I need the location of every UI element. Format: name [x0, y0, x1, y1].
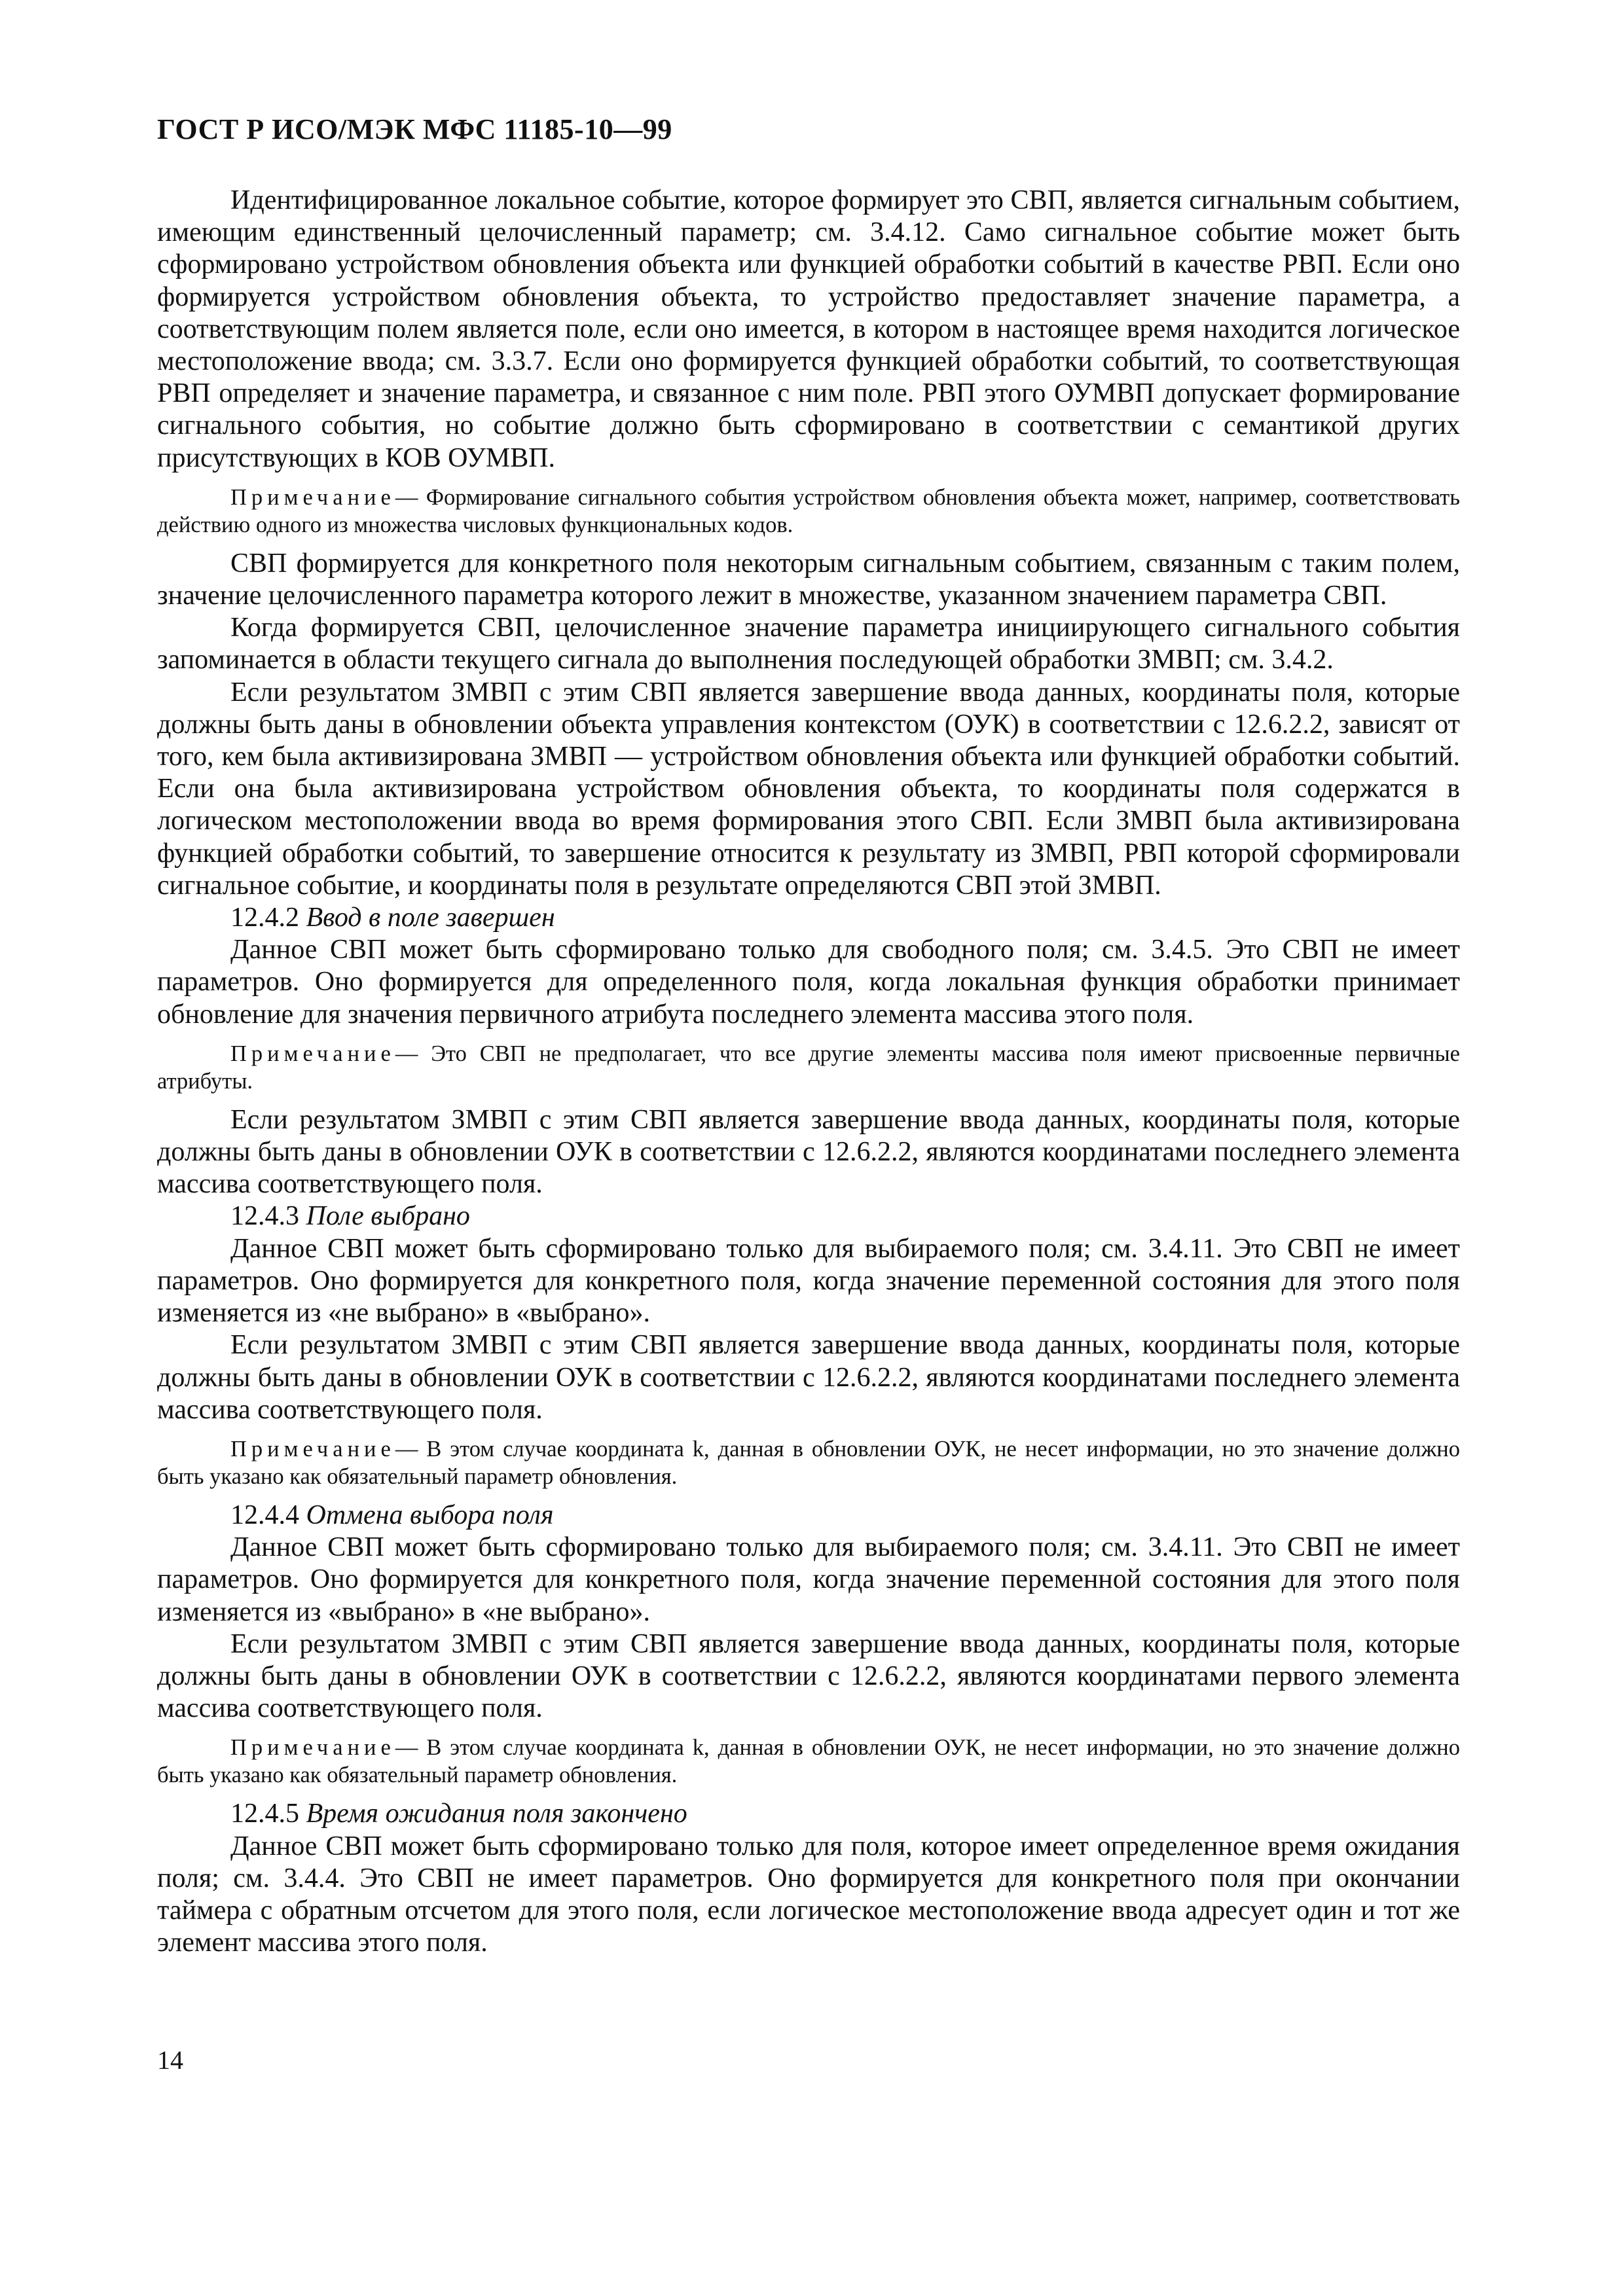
paragraph: Идентифицированное локальное событие, которое формирует это СВП, является сигнальным событием, имеющим единственный целочисленный параметр; см. 3.4.12. Само сигнальное событие может быть сформировано устройством обновления объекта или функцией обработки событий в качестве РВП. Если оно формируется устройством обновления объекта, то устройство предоставляет значение параметра, а соответствующим полем является поле, если оно имеется, в котором в настоящее время находится логическое местоположение ввода; см. 3.3.7. Если оно формируется функцией обработки событий, то соответствующая РВП определяет и значение параметра, и связанное с ним поле. РВП этого ОУМВП допускает формирование сигнального события, но событие должно быть сформировано в соответствии с семантикой других присутствующих в КОВ ОУМВП.: [157, 185, 1460, 473]
note: [157, 1435, 1460, 1490]
section-number: 12.4.4: [230, 1499, 299, 1530]
note: [157, 1734, 1460, 1789]
paragraph: Данное СВП может быть сформировано только для свободного поля; см. 3.4.5. Это СВП не имеет параметров. Оно формируется для определенного поля, когда локальная функция обработки принимает обновление для значения первичного атрибута последнего элемента массива этого поля.: [157, 935, 1460, 1030]
section-heading: [157, 902, 1460, 934]
section-number: 12.4.3: [230, 1201, 299, 1232]
section-title: Поле выбрано: [306, 1201, 470, 1232]
note-label: Примечание: [230, 1436, 395, 1462]
section-heading: [157, 1499, 1460, 1532]
note-label: Примечание: [230, 484, 395, 510]
section-heading: [157, 1798, 1460, 1830]
paragraph: Если результатом ЗМВП с этим СВП является завершение ввода данных, координаты поля, которые должны быть даны в обновлении ОУК в соответствии с 12.6.2.2, являются координатами последнего элемента массива соответствующего поля.: [157, 1330, 1460, 1425]
page-number: 14: [157, 2045, 183, 2075]
paragraph: Если результатом ЗМВП с этим СВП является завершение ввода данных, координаты поля, которые должны быть даны в обновлении объекта управления контекстом (ОУК) в соответствии с 12.6.2.2, зависят от того, кем была активизирована ЗМВП — устройством обновления объекта или функцией обработки событий. Если она была активизирована устройством обновления объекта, то координаты поля содержатся в логическом местоположении ввода во время формирования этого СВП. Если ЗМВП была активизирована функцией обработки событий, то завершение относится к результату из ЗМВП, РВП которой сформировали сигнальное событие, и координаты поля в результате определяются СВП этой ЗМВП.: [157, 677, 1460, 901]
note-text: — В этом случае координата k, данная в обновлении ОУК, не несет информации, но это значение должно быть указано как обязательный параметр обновления.: [157, 1735, 1460, 1788]
note-label: Примечание: [230, 1041, 395, 1066]
section-title: Время ожидания поля закончено: [306, 1799, 687, 1829]
paragraph: СВП формируется для конкретного поля некоторым сигнальным событием, связанным с таким полем, значение целочисленного параметра которого лежит в множестве, указанном значением параметра СВП.: [157, 548, 1460, 611]
note-text: — Это СВП не предполагает, что все другие элементы массива поля имеют присвоенные первичные атрибуты.: [157, 1041, 1460, 1094]
section-number: 12.4.5: [230, 1799, 299, 1829]
section-title: Ввод в поле завершен: [306, 903, 555, 933]
paragraph: Данное СВП может быть сформировано только для поля, которое имеет определенное время ожидания поля; см. 3.4.4. Это СВП не имеет параметров. Оно формируется для конкретного поля при окончании таймера с обратным отсчетом для этого поля, если логическое местоположение ввода адресует один и тот же элемент массива этого поля.: [157, 1831, 1460, 1958]
paragraph: Если результатом ЗМВП с этим СВП является завершение ввода данных, координаты поля, которые должны быть даны в обновлении ОУК в соответствии с 12.6.2.2, являются координатами последнего элемента массива соответствующего поля.: [157, 1104, 1460, 1200]
paragraph: Данное СВП может быть сформировано только для выбираемого поля; см. 3.4.11. Это СВП не имеет параметров. Оно формируется для конкретного поля, когда значение переменной состояния для этого поля изменяется из «не выбрано» в «выбрано».: [157, 1233, 1460, 1329]
section-title: Отмена выбора поля: [306, 1499, 554, 1530]
section-heading: [157, 1200, 1460, 1232]
note: [157, 484, 1460, 539]
paragraph: Когда формируется СВП, целочисленное значение параметра инициирующего сигнального события запоминается в области текущего сигнала до выполнения последующей обработки ЗМВП; см. 3.4.2.: [157, 613, 1460, 675]
section-number: 12.4.2: [230, 903, 299, 933]
document-header: ГОСТ Р ИСО/МЭК МФС 11185-10—99: [157, 113, 672, 145]
note: [157, 1040, 1460, 1095]
document-body: [157, 185, 1460, 1959]
note-text: — В этом случае координата k, данная в обновлении ОУК, не несет информации, но это значение должно быть указано как обязательный параметр обновления.: [157, 1436, 1460, 1489]
paragraph: Данное СВП может быть сформировано только для выбираемого поля; см. 3.4.11. Это СВП не имеет параметров. Оно формируется для конкретного поля, когда значение переменной состояния для этого поля изменяется из «выбрано» в «не выбрано».: [157, 1532, 1460, 1627]
note-text: — Формирование сигнального события устройством обновления объекта может, например, соответствовать действию одного из множества числовых функциональных кодов.: [157, 484, 1460, 537]
paragraph: Если результатом ЗМВП с этим СВП является завершение ввода данных, координаты поля, которые должны быть даны в обновлении ОУК в соответствии с 12.6.2.2, являются координатами первого элемента массива соответствующего поля.: [157, 1628, 1460, 1724]
note-label: Примечание: [230, 1735, 395, 1761]
